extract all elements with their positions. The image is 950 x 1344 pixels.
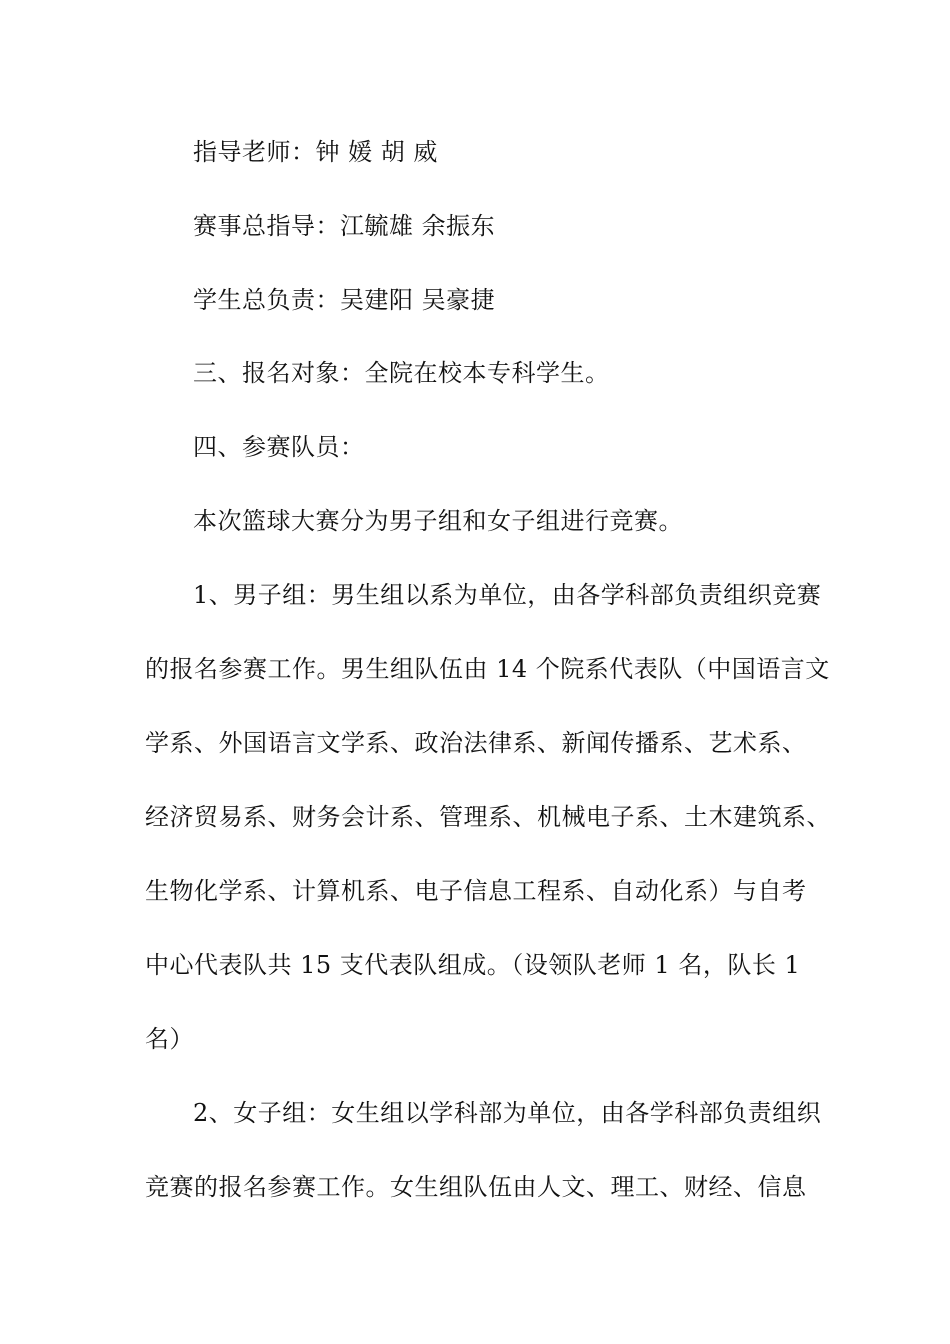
mens-group-paragraph-line-5: 生物化学系、计算机系、电子信息工程系、自动化系）与自考 — [145, 877, 807, 905]
mens-group-paragraph-line-7: 名） — [145, 1025, 194, 1053]
section-four-heading: 四、参赛队员： — [193, 433, 365, 461]
womens-group-paragraph-line-1: 2、女子组：女生组以学科部为单位，由各学科部负责组织 — [193, 1099, 822, 1127]
mens-group-paragraph-line-4: 经济贸易系、财务会计系、管理系、机械电子系、土木建筑系、 — [145, 803, 831, 831]
womens-group-paragraph-line-2: 竞赛的报名参赛工作。女生组队伍由人文、理工、财经、信息 — [145, 1173, 807, 1201]
general-director-line: 赛事总指导：江毓雄 余振东 — [193, 212, 496, 240]
competition-intro-paragraph: 本次篮球大赛分为男子组和女子组进行竞赛。 — [193, 507, 683, 535]
student-leader-line: 学生总负责：吴建阳 吴豪捷 — [193, 286, 496, 314]
mens-group-paragraph-line-3: 学系、外国语言文学系、政治法律系、新闻传播系、艺术系、 — [145, 729, 807, 757]
mens-group-paragraph-line-2: 的报名参赛工作。男生组队伍由 14 个院系代表队（中国语言文 — [145, 655, 830, 683]
mens-group-paragraph-line-1: 1、男子组：男生组以系为单位，由各学科部负责组织竞赛 — [193, 581, 822, 609]
advisor-teachers-line: 指导老师：钟 媛 胡 威 — [193, 138, 438, 166]
section-three-heading: 三、报名对象：全院在校本专科学生。 — [193, 359, 610, 387]
mens-group-paragraph-line-6: 中心代表队共 15 支代表队组成。（设领队老师 1 名，队长 1 — [145, 951, 801, 979]
